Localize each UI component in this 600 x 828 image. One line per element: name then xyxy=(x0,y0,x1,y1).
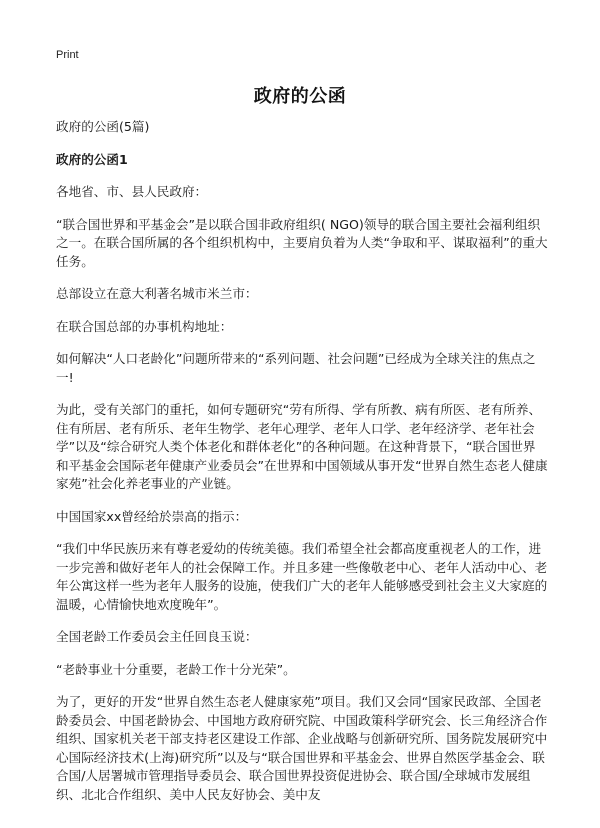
paragraph: 全国老龄工作委员会主任回良玉说： xyxy=(56,629,258,644)
paragraph: 为了，更好的开发“世界自然生态老人健康家苑”项目。我们又会同“国家民政部、全国老龄委员会、中国老龄协会、中国地方政府研究院、中国政策科学研究会、长三角经济合作组织、国家机关老干部支持老区建设工作部、企业战略与创新研究所、国务院发展研究中心国际经济技术(上海)研究所”以及与“联合国世界和平基金会、世界自然医学基金会、联合国/人居署城市管理指导委员会、联合国世界投资促进协会、联合国/全球城市发展组织、北北合作组织、美中人民友好协会、美中友 xyxy=(56,694,548,802)
paragraph: 如何解决“人口老龄化”问题所带来的“系列问题、社会问题”已经成为全球关注的焦点之一! xyxy=(56,351,536,385)
section-heading: 政府的公函1 xyxy=(56,151,128,167)
paragraph: 中国国家xx曾经给於崇高的指示： xyxy=(56,508,248,524)
page-title: 政府的公函 xyxy=(253,86,347,107)
document-body xyxy=(56,118,548,818)
paragraph: “老龄事业十分重要，老龄工作十分光荣”。 xyxy=(56,661,296,677)
print-link[interactable]: Print xyxy=(56,49,79,61)
paragraph: “联合国世界和平基金会”是以联合国非政府组织( NGO)领导的联合国主要社会福利组织之一。在联合国所属的各个组织机构中，主要肩负着为人类“争取和平、谋取福利”的重大任务。 xyxy=(56,216,548,269)
paragraph: 为此，受有关部门的重托，如何专题研究“劳有所得、学有所教、病有所医、老有所养、住有所居、老有所乐、老年生物学、老年心理学、老年人口学、老年经济学、老年社会学”以及“综合研究人类个体老化和群体老化”的各种问题。在这种背景下，“联合国世界和平基金会国际老年健康产业委员会”在世界和中国领域从事开发“世界自然生态老人健康家苑”社会化养老事业的产业链。 xyxy=(56,402,548,491)
document-subtitle: 政府的公函(5篇) xyxy=(56,119,150,134)
paragraph: 总部设立在意大利著名城市米兰市： xyxy=(56,286,258,301)
paragraph: “我们中华民族历来有尊老爱幼的传统美德。我们希望全社会都高度重视老人的工作，进一步完善和做好老年人的社会保障工作。并且多建一些像敬老中心、老年人活动中心、老年公寓这样一些为老年人服务的设施，使我们广大的老年人能够感受到社会主义大家庭的温暖，心情愉快地欢度晚年”。 xyxy=(56,541,548,612)
paragraph: 各地省、市、县人民政府： xyxy=(56,184,208,199)
paragraph: 在联合国总部的办事机构地址： xyxy=(56,318,233,334)
